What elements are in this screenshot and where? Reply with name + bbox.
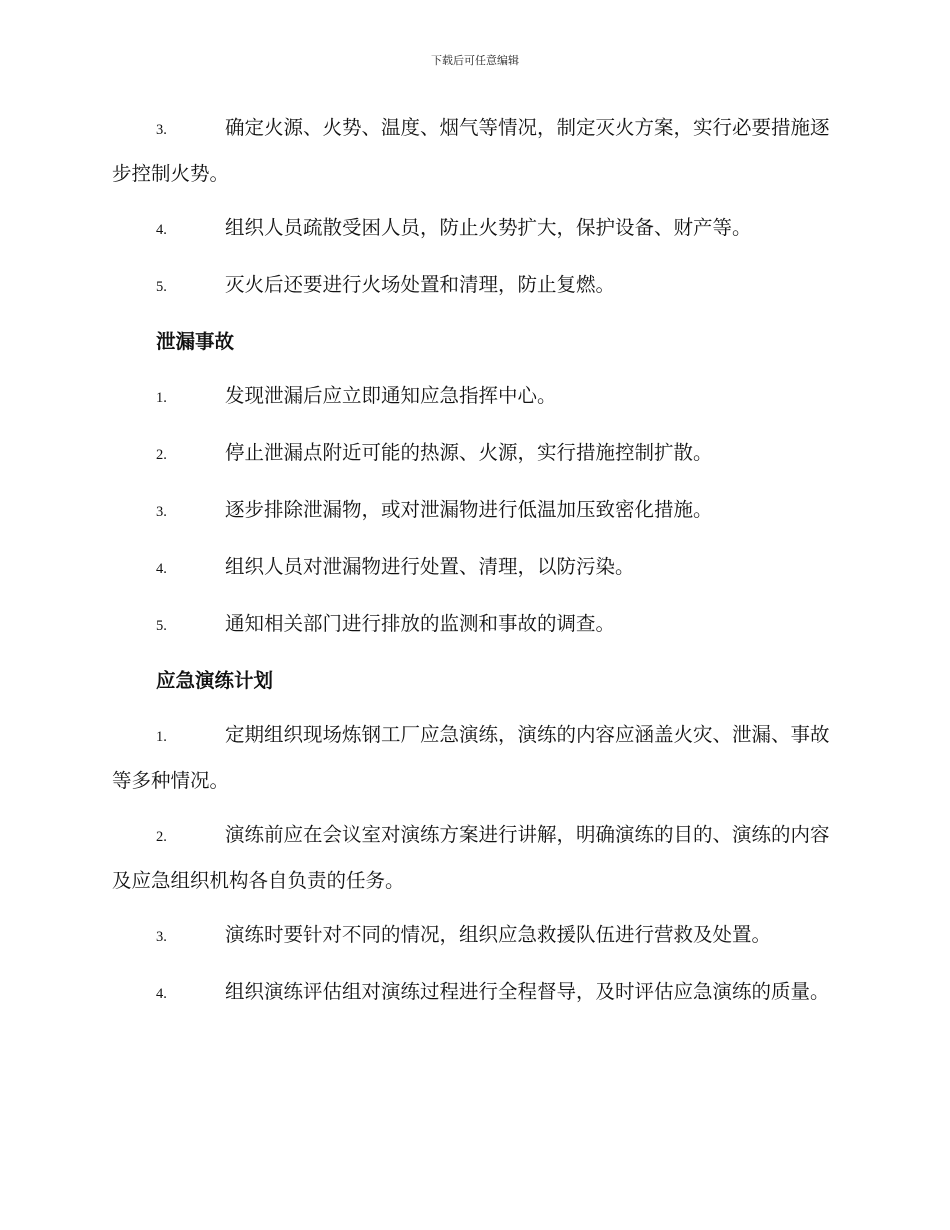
item-text: 灭火后还要进行火场处置和清理，防止复燃。 — [225, 273, 616, 296]
item-number: 5. — [156, 618, 167, 634]
page-header: 下载后可任意编辑 — [431, 54, 519, 67]
item-text: 组织人员对泄漏物进行处置、清理，以防污染。 — [225, 555, 635, 578]
list-item — [112, 545, 834, 591]
item-text: 组织人员疏散受困人员，防止火势扩大，保护设备、财产等。 — [225, 216, 752, 239]
fire-section — [112, 106, 834, 309]
drill-section — [112, 659, 834, 1016]
item-text: 发现泄漏后应立即通知应急指挥中心。 — [225, 384, 557, 407]
list-item — [112, 813, 834, 902]
item-number: 4. — [156, 561, 167, 577]
section-heading: 应急演练计划 — [156, 669, 274, 692]
item-number: 3. — [156, 122, 167, 138]
list-item — [112, 713, 834, 802]
list-item — [112, 106, 834, 195]
item-text: 演练前应在会议室对演练方案进行讲解，明确演练的目的、演练的内容及应急组织机构各自负责的任务。 — [112, 823, 830, 892]
item-number: 5. — [156, 279, 167, 295]
item-number: 2. — [156, 447, 167, 463]
list-item — [112, 206, 834, 252]
list-item — [112, 970, 834, 1016]
list-item — [112, 488, 834, 534]
item-text: 确定火源、火势、温度、烟气等情况，制定灭火方案，实行必要措施逐步控制火势。 — [112, 116, 830, 185]
item-number: 4. — [156, 986, 167, 1002]
list-item — [112, 913, 834, 959]
item-text: 组织演练评估组对演练过程进行全程督导，及时评估应急演练的质量。 — [225, 980, 830, 1003]
item-text: 演练时要针对不同的情况，组织应急救援队伍进行营救及处置。 — [225, 923, 772, 946]
item-number: 1. — [156, 729, 167, 745]
document-body — [112, 106, 834, 1027]
section-heading: 泄漏事故 — [156, 330, 235, 353]
list-item — [112, 602, 834, 648]
item-number: 3. — [156, 504, 167, 520]
item-text: 逐步排除泄漏物，或对泄漏物进行低温加压致密化措施。 — [225, 498, 713, 521]
item-number: 1. — [156, 390, 167, 406]
item-text: 定期组织现场炼钢工厂应急演练，演练的内容应涵盖火灾、泄漏、事故等多种情况。 — [112, 723, 830, 792]
leak-section — [112, 320, 834, 648]
item-number: 4. — [156, 222, 167, 238]
list-item — [112, 263, 834, 309]
item-text: 停止泄漏点附近可能的热源、火源，实行措施控制扩散。 — [225, 441, 713, 464]
item-text: 通知相关部门进行排放的监测和事故的调查。 — [225, 612, 616, 635]
item-number: 2. — [156, 829, 167, 845]
list-item — [112, 431, 834, 477]
list-item — [112, 374, 834, 420]
item-number: 3. — [156, 929, 167, 945]
